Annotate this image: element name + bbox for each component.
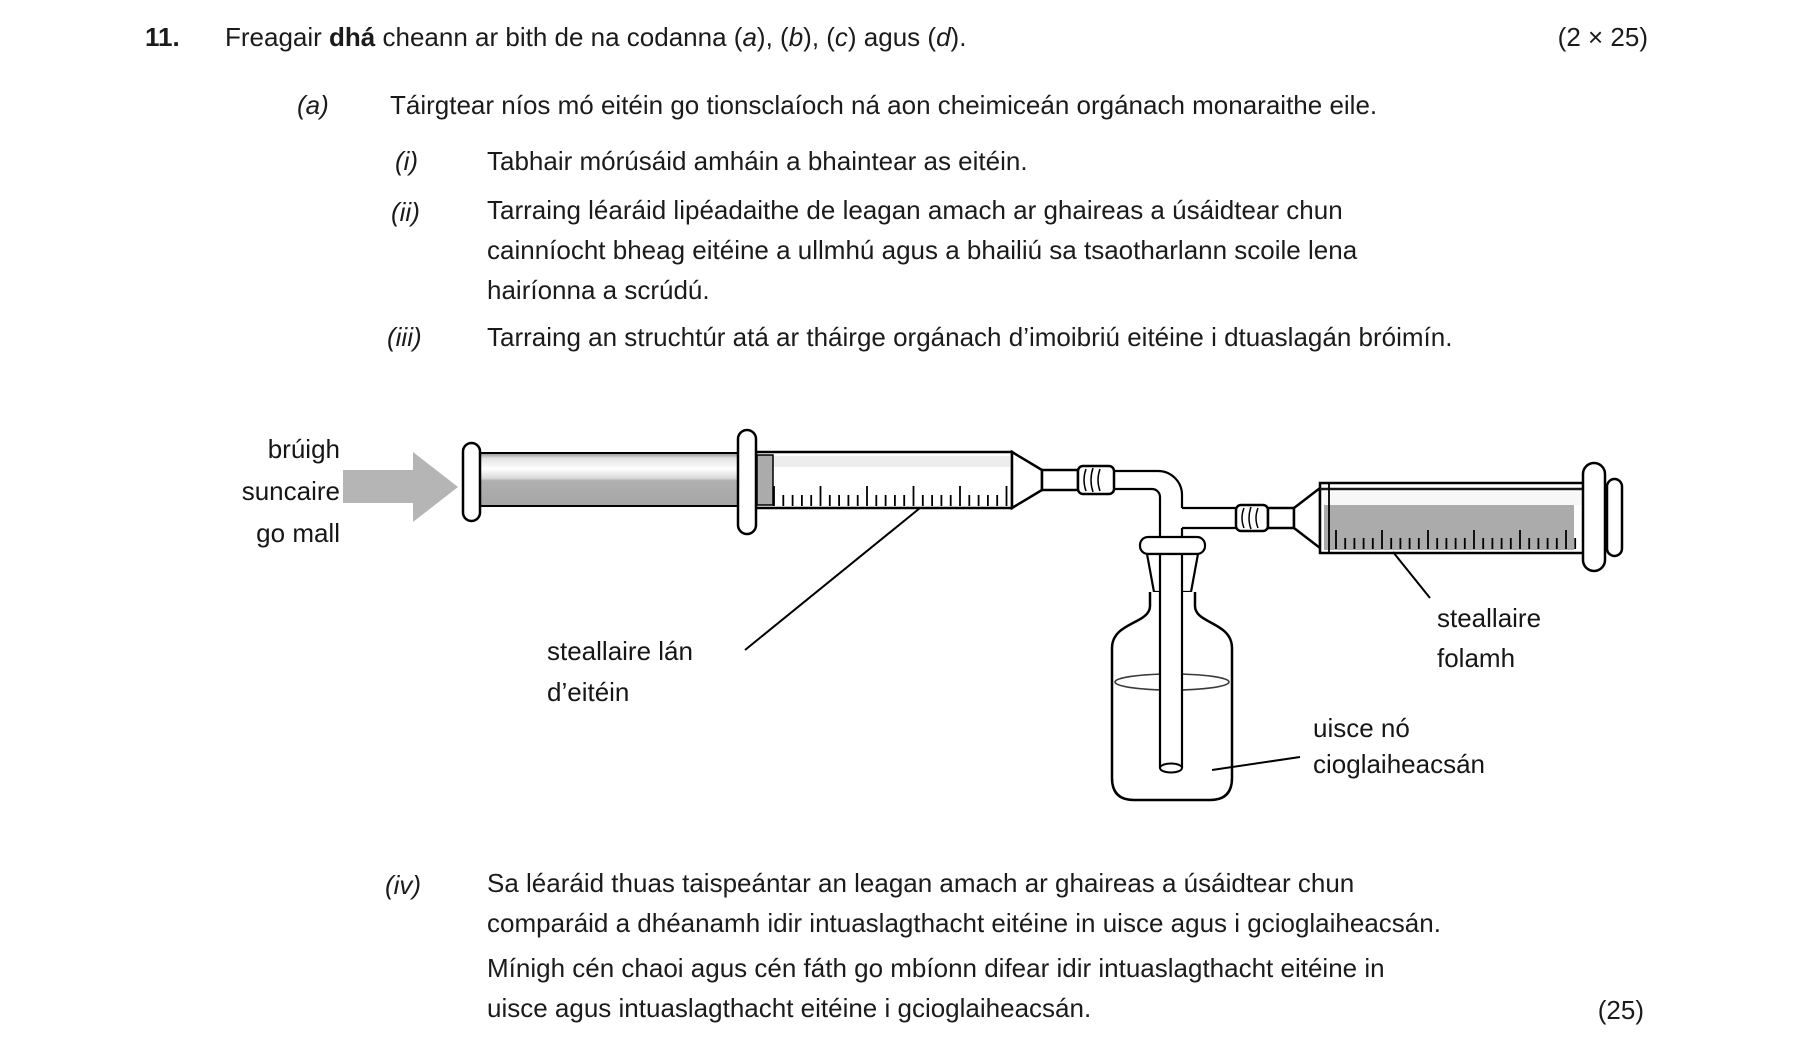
inner-tube-fill: [1161, 560, 1181, 768]
header-var-b: b: [788, 22, 804, 52]
header-bold-word: dhá: [329, 22, 376, 52]
item-ii-text: [487, 190, 1357, 310]
right-syringe-plunger-inside: [1324, 505, 1574, 550]
item-iv-line: comparáid a dhéanamh idir intuaslagthacht eitéine in uisce agus i gcioglaiheacsán.: [487, 908, 1441, 938]
right-syringe-nozzle: [1268, 508, 1294, 528]
header-var-c: c: [834, 22, 848, 52]
right-syringe-thumb-rest: [1607, 479, 1622, 556]
item-ii-line: hairíonna a scrúdú.: [487, 275, 710, 305]
item-ii-line: cainníocht bheag eitéine a ullmhú agus a bhailiú sa tsaotharlann scoile lena: [487, 235, 1358, 265]
push-plunger-label-line2: suncaire: [241, 476, 340, 506]
item-iv-line: uisce agus intuaslagthacht eitéine i gcioglaiheacsán.: [487, 993, 1092, 1023]
part-a-intro: Táirgtear níos mó eitéin go tionsclaíoch ná aon cheimiceán orgánach monaraithe eile.: [390, 90, 1378, 120]
push-plunger-label-line1: brúigh: [267, 434, 340, 464]
right-syringe-barrel-highlight: [1324, 492, 1584, 505]
header-var-d: d: [936, 22, 951, 52]
side-arm-fill: [1181, 509, 1236, 527]
empty-syringe-label-line2: folamh: [1437, 643, 1516, 673]
item-iv-marker: (iv): [385, 870, 422, 900]
liquid-label-line1: uisce nó: [1313, 713, 1410, 743]
question-number: 11.: [145, 22, 180, 52]
left-syringe-plunger-rod: [479, 453, 741, 506]
inner-tube-open-end: [1160, 764, 1182, 773]
item-iv-line: Sa léaráid thuas taispeántar an leagan amach ar ghaireas a úsáidtear chun: [487, 868, 1355, 898]
tube-connector-right: [1236, 505, 1268, 531]
item-i-text: Tabhair mórúsáid amháin a bhaintear as eitéin.: [487, 146, 1028, 176]
question-header: [225, 22, 966, 53]
item-iv-line: Mínigh cén chaoi agus cén fáth go mbíonn difear idir intuaslagthacht eitéine in: [487, 953, 1385, 983]
left-syringe-plunger-seal: [757, 455, 773, 505]
header-text-segment: ), (: [803, 22, 835, 52]
item-ii-marker: (ii): [391, 197, 420, 227]
item-iv-text: [487, 863, 1441, 943]
left-syringe-barrel-highlight: [758, 456, 1010, 467]
left-syringe-nozzle: [1042, 470, 1078, 490]
left-syringe-thumb-rest: [463, 443, 480, 521]
item-iii-text: Tarraing an struchtúr atá ar tháirge orgánach d’imoibriú eitéine i dtuaslagán bróimín.: [487, 322, 1453, 352]
full-syringe-label-line2: d’eitéin: [547, 677, 630, 707]
right-syringe-taper: [1294, 488, 1320, 548]
apparatus-diagram: [0, 360, 1818, 860]
header-text-segment: ) agus (: [847, 22, 937, 52]
item-iii-marker: (iii): [387, 322, 422, 352]
item-iv-text-2: [487, 948, 1385, 1028]
left-syringe-flange: [738, 430, 756, 534]
push-plunger-label-line3: go mall: [256, 518, 340, 548]
leader-full-syringe: [745, 508, 920, 650]
header-text-segment: Freagair: [225, 22, 330, 52]
header-text-segment: cheann ar bith de na codanna (: [375, 22, 743, 52]
item-ii-line: Tarraing léaráid lipéadaithe de leagan amach ar ghaireas a úsáidtear chun: [487, 195, 1343, 225]
liquid-label-line2: cioglaiheacsán: [1313, 749, 1486, 779]
right-syringe-flange: [1583, 463, 1605, 571]
header-text-segment: ), (: [756, 22, 789, 52]
part-a-marker: (a): [297, 90, 329, 120]
item-i-marker: (i): [395, 146, 419, 176]
header-text-segment: ).: [950, 22, 967, 52]
left-syringe-taper: [1012, 452, 1042, 508]
item-iv-marks: (25): [1597, 995, 1644, 1025]
leader-empty-syringe: [1393, 552, 1430, 598]
push-arrow-icon: [343, 452, 458, 522]
bottle-stopper-rim: [1140, 537, 1205, 554]
header-var-a: a: [742, 22, 757, 52]
question-marks: (2 × 25): [1557, 22, 1648, 52]
empty-syringe-label-line1: steallaire: [1437, 603, 1542, 633]
full-syringe-label-line1: steallaire lán: [547, 636, 693, 666]
